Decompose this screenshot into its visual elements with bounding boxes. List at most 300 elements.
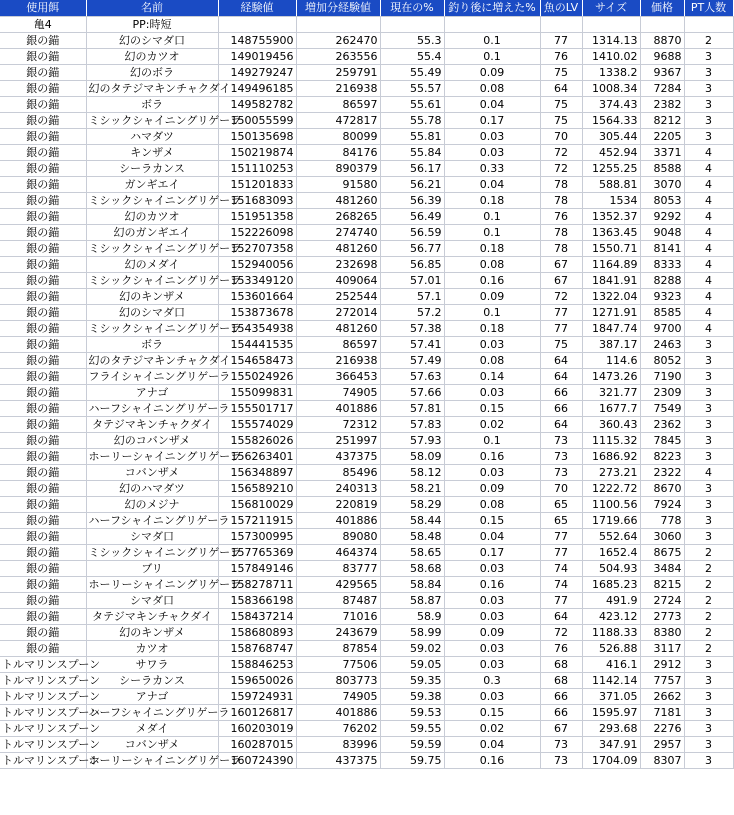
exp-cell[interactable]: 154354938 — [218, 321, 296, 337]
price-cell[interactable]: 8288 — [640, 273, 684, 289]
empty-cell[interactable] — [540, 17, 582, 33]
pct-gain-cell[interactable]: 0.04 — [444, 177, 540, 193]
exp-cell[interactable]: 160287015 — [218, 737, 296, 753]
pt-count-cell[interactable]: 3 — [684, 49, 733, 65]
size-cell[interactable]: 114.6 — [582, 353, 640, 369]
bait-cell[interactable]: 銀の錨 — [0, 401, 86, 417]
exp-cell[interactable]: 154441535 — [218, 337, 296, 353]
fish-lv-cell[interactable]: 78 — [540, 177, 582, 193]
size-cell[interactable]: 360.43 — [582, 417, 640, 433]
size-cell[interactable]: 504.93 — [582, 561, 640, 577]
pct-gain-cell[interactable]: 0.08 — [444, 81, 540, 97]
fish-lv-cell[interactable]: 75 — [540, 337, 582, 353]
exp-gain-cell[interactable]: 268265 — [296, 209, 380, 225]
fish-name-cell[interactable]: キンザメ — [86, 145, 218, 161]
pct-gain-cell[interactable]: 0.18 — [444, 241, 540, 257]
pct-gain-cell[interactable]: 0.04 — [444, 529, 540, 545]
bait-cell[interactable]: 銀の錨 — [0, 65, 86, 81]
size-cell[interactable]: 491.9 — [582, 593, 640, 609]
current-pct-cell[interactable]: 57.1 — [380, 289, 444, 305]
pt-count-cell[interactable]: 3 — [684, 753, 733, 769]
size-cell[interactable]: 1595.97 — [582, 705, 640, 721]
pct-gain-cell[interactable]: 0.09 — [444, 625, 540, 641]
size-cell[interactable]: 416.1 — [582, 657, 640, 673]
current-pct-cell[interactable]: 58.12 — [380, 465, 444, 481]
size-cell[interactable]: 452.94 — [582, 145, 640, 161]
header-cell-bait[interactable]: 使用餌 — [0, 0, 86, 17]
pct-gain-cell[interactable]: 0.04 — [444, 737, 540, 753]
bait-cell[interactable]: トルマリンスプーン — [2, 673, 101, 687]
fish-lv-cell[interactable]: 78 — [540, 225, 582, 241]
size-cell[interactable]: 1847.74 — [582, 321, 640, 337]
exp-cell[interactable]: 160126817 — [218, 705, 296, 721]
exp-gain-cell[interactable]: 72312 — [296, 417, 380, 433]
bait-cell[interactable]: 銀の錨 — [0, 577, 86, 593]
fish-lv-cell[interactable]: 73 — [540, 753, 582, 769]
size-cell[interactable]: 1100.56 — [582, 497, 640, 513]
pt-count-cell[interactable]: 3 — [684, 481, 733, 497]
fish-name-cell[interactable]: ガンギエイ — [86, 177, 218, 193]
pt-count-cell[interactable]: 2 — [684, 641, 733, 657]
pt-count-cell[interactable]: 2 — [684, 593, 733, 609]
current-pct-cell[interactable]: 57.41 — [380, 337, 444, 353]
pct-gain-cell[interactable]: 0.03 — [444, 385, 540, 401]
exp-gain-cell[interactable]: 437375 — [296, 449, 380, 465]
price-cell[interactable]: 2309 — [640, 385, 684, 401]
price-cell[interactable]: 8588 — [640, 161, 684, 177]
bait-cell[interactable]: 銀の錨 — [0, 129, 86, 145]
fish-name-cell[interactable]: 幻のカツオ — [86, 49, 218, 65]
fish-name-cell[interactable]: 幻のメジナ — [86, 497, 218, 513]
fish-lv-cell[interactable]: 66 — [540, 385, 582, 401]
current-pct-cell[interactable]: 59.05 — [380, 657, 444, 673]
exp-gain-cell[interactable]: 262470 — [296, 33, 380, 49]
price-cell[interactable]: 8141 — [640, 241, 684, 257]
pct-gain-cell[interactable]: 0.03 — [444, 593, 540, 609]
exp-gain-cell[interactable]: 216938 — [296, 81, 380, 97]
size-cell[interactable]: 273.21 — [582, 465, 640, 481]
exp-cell[interactable]: 156263401 — [218, 449, 296, 465]
bait-cell[interactable]: 銀の錨 — [0, 353, 86, 369]
size-cell[interactable]: 526.88 — [582, 641, 640, 657]
fish-lv-cell[interactable]: 70 — [540, 481, 582, 497]
price-cell[interactable]: 7284 — [640, 81, 684, 97]
exp-gain-cell[interactable]: 252544 — [296, 289, 380, 305]
pct-gain-cell[interactable]: 0.02 — [444, 417, 540, 433]
bait-cell[interactable]: 銀の錨 — [0, 225, 86, 241]
exp-gain-cell[interactable]: 89080 — [296, 529, 380, 545]
bait-cell[interactable]: 銀の錨 — [0, 49, 86, 65]
fish-name-cell[interactable]: 幻のハマダツ — [86, 481, 218, 497]
pt-count-cell[interactable]: 4 — [684, 161, 733, 177]
empty-cell[interactable] — [296, 17, 380, 33]
pt-count-cell[interactable]: 4 — [684, 465, 733, 481]
exp-gain-cell[interactable]: 243679 — [296, 625, 380, 641]
exp-gain-cell[interactable]: 74905 — [296, 385, 380, 401]
exp-gain-cell[interactable]: 429565 — [296, 577, 380, 593]
size-cell[interactable]: 552.64 — [582, 529, 640, 545]
current-pct-cell[interactable]: 58.29 — [380, 497, 444, 513]
exp-cell[interactable]: 156589210 — [218, 481, 296, 497]
current-pct-cell[interactable]: 55.78 — [380, 113, 444, 129]
pt-count-cell[interactable]: 4 — [684, 145, 733, 161]
current-pct-cell[interactable]: 56.85 — [380, 257, 444, 273]
price-cell[interactable]: 7549 — [640, 401, 684, 417]
price-cell[interactable]: 2362 — [640, 417, 684, 433]
bait-cell[interactable]: 銀の錨 — [0, 513, 86, 529]
bait-cell[interactable]: 銀の錨 — [0, 529, 86, 545]
price-cell[interactable]: 3484 — [640, 561, 684, 577]
current-pct-cell[interactable]: 57.83 — [380, 417, 444, 433]
pct-gain-cell[interactable]: 0.15 — [444, 401, 540, 417]
fish-lv-cell[interactable]: 72 — [540, 161, 582, 177]
size-cell[interactable]: 423.12 — [582, 609, 640, 625]
size-cell[interactable]: 1564.33 — [582, 113, 640, 129]
exp-cell[interactable]: 158437214 — [218, 609, 296, 625]
bait-cell[interactable]: 銀の錨 — [0, 465, 86, 481]
fish-name-cell[interactable]: 幻のタテジマキンチャクダイ — [86, 353, 218, 369]
fish-lv-cell[interactable]: 65 — [540, 513, 582, 529]
current-pct-cell[interactable]: 57.38 — [380, 321, 444, 337]
size-cell[interactable]: 387.17 — [582, 337, 640, 353]
fish-name-cell[interactable]: 幻のガンギエイ — [86, 225, 218, 241]
size-cell[interactable]: 1142.14 — [582, 673, 640, 689]
pct-gain-cell[interactable]: 0.03 — [444, 657, 540, 673]
size-cell[interactable]: 1473.26 — [582, 369, 640, 385]
size-cell[interactable]: 1704.09 — [582, 753, 640, 769]
fish-lv-cell[interactable]: 77 — [540, 545, 582, 561]
fish-lv-cell[interactable]: 72 — [540, 145, 582, 161]
bait-cell[interactable]: 銀の錨 — [0, 305, 86, 321]
fish-name-cell[interactable]: タテジマキンチャクダイ — [86, 609, 218, 625]
exp-gain-cell[interactable]: 216938 — [296, 353, 380, 369]
exp-cell[interactable]: 150135698 — [218, 129, 296, 145]
exp-cell[interactable]: 153873678 — [218, 305, 296, 321]
fish-lv-cell[interactable]: 66 — [540, 705, 582, 721]
current-pct-cell[interactable]: 55.57 — [380, 81, 444, 97]
exp-cell[interactable]: 158278711 — [218, 577, 296, 593]
fish-lv-cell[interactable]: 77 — [540, 529, 582, 545]
exp-gain-cell[interactable]: 71016 — [296, 609, 380, 625]
fish-lv-cell[interactable]: 75 — [540, 65, 582, 81]
fish-lv-cell[interactable]: 64 — [540, 81, 582, 97]
bait-cell[interactable]: トルマリンスプーン — [2, 721, 101, 735]
bait-cell[interactable]: 銀の錨 — [0, 161, 86, 177]
price-cell[interactable]: 9367 — [640, 65, 684, 81]
size-cell[interactable]: 1338.2 — [582, 65, 640, 81]
fish-lv-cell[interactable]: 78 — [540, 193, 582, 209]
pt-count-cell[interactable]: 2 — [684, 577, 733, 593]
fish-name-cell[interactable]: シーラカンス — [86, 161, 218, 177]
fish-name-cell[interactable]: ブリ — [86, 561, 218, 577]
fish-lv-cell[interactable]: 77 — [540, 321, 582, 337]
exp-cell[interactable]: 155024926 — [218, 369, 296, 385]
fish-name-cell[interactable]: 幻のシマダ口 — [86, 33, 218, 49]
bait-cell[interactable]: トルマリンスプーン — [2, 689, 101, 703]
exp-gain-cell[interactable]: 272014 — [296, 305, 380, 321]
exp-cell[interactable]: 151110253 — [218, 161, 296, 177]
bait-cell[interactable]: 銀の錨 — [0, 97, 86, 113]
fish-lv-cell[interactable]: 74 — [540, 561, 582, 577]
exp-cell[interactable]: 149496185 — [218, 81, 296, 97]
exp-cell[interactable]: 149279247 — [218, 65, 296, 81]
fish-name-cell[interactable]: タテジマキンチャクダイ — [86, 417, 218, 433]
price-cell[interactable]: 2382 — [640, 97, 684, 113]
current-pct-cell[interactable]: 59.53 — [380, 705, 444, 721]
bait-cell[interactable]: 銀の錨 — [0, 241, 86, 257]
price-cell[interactable]: 8053 — [640, 193, 684, 209]
current-pct-cell[interactable]: 57.63 — [380, 369, 444, 385]
fish-lv-cell[interactable]: 73 — [540, 737, 582, 753]
price-cell[interactable]: 2276 — [640, 721, 684, 737]
bait-cell[interactable]: 銀の錨 — [0, 609, 86, 625]
pt-count-cell[interactable]: 4 — [684, 273, 733, 289]
size-cell[interactable]: 374.43 — [582, 97, 640, 113]
fish-lv-cell[interactable]: 78 — [540, 241, 582, 257]
bait-cell[interactable]: 銀の錨 — [0, 209, 86, 225]
pct-gain-cell[interactable]: 0.15 — [444, 705, 540, 721]
pct-gain-cell[interactable]: 0.16 — [444, 273, 540, 289]
size-cell[interactable]: 1322.04 — [582, 289, 640, 305]
exp-gain-cell[interactable]: 80099 — [296, 129, 380, 145]
current-pct-cell[interactable]: 57.93 — [380, 433, 444, 449]
pct-gain-cell[interactable]: 0.03 — [444, 641, 540, 657]
exp-cell[interactable]: 151951358 — [218, 209, 296, 225]
price-cell[interactable]: 7757 — [640, 673, 684, 689]
current-pct-cell[interactable]: 59.35 — [380, 673, 444, 689]
pt-count-cell[interactable]: 3 — [684, 497, 733, 513]
bait-cell[interactable]: 銀の錨 — [0, 481, 86, 497]
bait-cell[interactable]: 銀の錨 — [0, 113, 86, 129]
exp-cell[interactable]: 153349120 — [218, 273, 296, 289]
pt-count-cell[interactable]: 2 — [684, 545, 733, 561]
fish-lv-cell[interactable]: 64 — [540, 417, 582, 433]
pt-count-cell[interactable]: 4 — [684, 225, 733, 241]
fish-name-cell[interactable]: アナゴ — [86, 689, 218, 705]
fish-lv-cell[interactable]: 73 — [540, 433, 582, 449]
bait-cell[interactable]: 銀の錨 — [0, 369, 86, 385]
fish-lv-cell[interactable]: 76 — [540, 49, 582, 65]
size-cell[interactable]: 588.81 — [582, 177, 640, 193]
current-pct-cell[interactable]: 55.84 — [380, 145, 444, 161]
price-cell[interactable]: 7181 — [640, 705, 684, 721]
exp-gain-cell[interactable]: 83777 — [296, 561, 380, 577]
current-pct-cell[interactable]: 57.2 — [380, 305, 444, 321]
exp-gain-cell[interactable]: 232698 — [296, 257, 380, 273]
pt-count-cell[interactable]: 3 — [684, 81, 733, 97]
exp-cell[interactable]: 160203019 — [218, 721, 296, 737]
price-cell[interactable]: 9323 — [640, 289, 684, 305]
pt-count-cell[interactable]: 2 — [684, 561, 733, 577]
price-cell[interactable]: 8212 — [640, 113, 684, 129]
exp-cell[interactable]: 158846253 — [218, 657, 296, 673]
size-cell[interactable]: 1188.33 — [582, 625, 640, 641]
size-cell[interactable]: 1685.23 — [582, 577, 640, 593]
size-cell[interactable]: 1677.7 — [582, 401, 640, 417]
pct-gain-cell[interactable]: 0.1 — [444, 209, 540, 225]
exp-cell[interactable]: 159650026 — [218, 673, 296, 689]
price-cell[interactable]: 9700 — [640, 321, 684, 337]
exp-gain-cell[interactable]: 263556 — [296, 49, 380, 65]
fish-name-cell[interactable]: ハーフシャイニングリゲーラ — [86, 513, 218, 529]
fish-name-cell[interactable]: コバンザメ — [86, 465, 218, 481]
size-cell[interactable]: 1164.89 — [582, 257, 640, 273]
pct-gain-cell[interactable]: 0.08 — [444, 353, 540, 369]
price-cell[interactable]: 8333 — [640, 257, 684, 273]
price-cell[interactable]: 7190 — [640, 369, 684, 385]
price-cell[interactable]: 8585 — [640, 305, 684, 321]
price-cell[interactable]: 3060 — [640, 529, 684, 545]
price-cell[interactable]: 8215 — [640, 577, 684, 593]
fish-name-cell[interactable]: コバンザメ — [86, 737, 218, 753]
price-cell[interactable]: 8675 — [640, 545, 684, 561]
pt-count-cell[interactable]: 3 — [684, 449, 733, 465]
bait-cell[interactable]: 銀の錨 — [0, 257, 86, 273]
price-cell[interactable]: 7924 — [640, 497, 684, 513]
header-cell-fish-lv[interactable]: 魚のLV — [540, 0, 582, 17]
exp-gain-cell[interactable]: 91580 — [296, 177, 380, 193]
pct-gain-cell[interactable]: 0.09 — [444, 65, 540, 81]
exp-gain-cell[interactable]: 890379 — [296, 161, 380, 177]
exp-gain-cell[interactable]: 803773 — [296, 673, 380, 689]
price-cell[interactable]: 2463 — [640, 337, 684, 353]
current-pct-cell[interactable]: 58.44 — [380, 513, 444, 529]
bait-cell[interactable]: 銀の錨 — [0, 449, 86, 465]
exp-gain-cell[interactable]: 481260 — [296, 193, 380, 209]
pt-count-cell[interactable]: 3 — [684, 721, 733, 737]
pct-gain-cell[interactable]: 0.14 — [444, 369, 540, 385]
size-cell[interactable]: 321.77 — [582, 385, 640, 401]
fish-name-cell[interactable]: ミシックシャイニングリゲーラ — [86, 241, 218, 257]
fish-lv-cell[interactable]: 64 — [540, 369, 582, 385]
exp-gain-cell[interactable]: 251997 — [296, 433, 380, 449]
current-pct-cell[interactable]: 58.9 — [380, 609, 444, 625]
pct-gain-cell[interactable]: 0.17 — [444, 113, 540, 129]
pct-gain-cell[interactable]: 0.16 — [444, 753, 540, 769]
exp-gain-cell[interactable]: 472817 — [296, 113, 380, 129]
size-cell[interactable]: 1115.32 — [582, 433, 640, 449]
pt-count-cell[interactable]: 2 — [684, 625, 733, 641]
header-cell-price[interactable]: 価格 — [640, 0, 684, 17]
pct-gain-cell[interactable]: 0.03 — [444, 129, 540, 145]
size-cell[interactable]: 1686.92 — [582, 449, 640, 465]
fish-name-cell[interactable]: ホーリーシャイニングリゲーラ — [86, 449, 218, 465]
fish-name-cell[interactable]: ボラ — [86, 337, 218, 353]
exp-gain-cell[interactable]: 240313 — [296, 481, 380, 497]
pt-count-cell[interactable]: 3 — [684, 385, 733, 401]
fish-lv-cell[interactable]: 75 — [540, 113, 582, 129]
size-cell[interactable]: 1652.4 — [582, 545, 640, 561]
exp-gain-cell[interactable]: 77506 — [296, 657, 380, 673]
exp-gain-cell[interactable]: 86597 — [296, 337, 380, 353]
fish-name-cell[interactable]: ハーフシャイニングリゲーラ — [86, 401, 218, 417]
fish-name-cell[interactable]: ホーリーシャイニングリゲーラ — [86, 577, 218, 593]
bait-cell[interactable]: 銀の錨 — [0, 273, 86, 289]
current-pct-cell[interactable]: 57.66 — [380, 385, 444, 401]
price-cell[interactable]: 2957 — [640, 737, 684, 753]
price-cell[interactable]: 8052 — [640, 353, 684, 369]
price-cell[interactable]: 778 — [640, 513, 684, 529]
current-pct-cell[interactable]: 57.01 — [380, 273, 444, 289]
empty-cell[interactable] — [380, 17, 444, 33]
pt-count-cell[interactable]: 3 — [684, 689, 733, 705]
pct-gain-cell[interactable]: 0.16 — [444, 577, 540, 593]
exp-cell[interactable]: 153601664 — [218, 289, 296, 305]
fish-lv-cell[interactable]: 77 — [540, 593, 582, 609]
current-pct-cell[interactable]: 58.84 — [380, 577, 444, 593]
bait-cell[interactable]: トルマリンスプーン — [2, 753, 101, 767]
exp-cell[interactable]: 159724931 — [218, 689, 296, 705]
pt-count-cell[interactable]: 4 — [684, 305, 733, 321]
size-cell[interactable]: 371.05 — [582, 689, 640, 705]
pt-count-cell[interactable]: 3 — [684, 417, 733, 433]
header-cell-size[interactable]: サイズ — [582, 0, 640, 17]
fish-name-cell[interactable]: 幻のキンザメ — [86, 625, 218, 641]
fish-name-cell[interactable]: ホーリーシャイニングリゲーラ — [86, 753, 218, 769]
exp-cell[interactable]: 157211915 — [218, 513, 296, 529]
exp-gain-cell[interactable]: 76202 — [296, 721, 380, 737]
fish-lv-cell[interactable]: 76 — [540, 641, 582, 657]
fish-name-cell[interactable]: 幻のボラ — [86, 65, 218, 81]
bait-cell[interactable]: 銀の錨 — [0, 321, 86, 337]
pt-count-cell[interactable]: 3 — [684, 513, 733, 529]
fish-lv-cell[interactable]: 64 — [540, 353, 582, 369]
fish-name-cell[interactable]: ミシックシャイニングリゲーラ — [86, 273, 218, 289]
pct-gain-cell[interactable]: 0.09 — [444, 481, 540, 497]
price-cell[interactable]: 2322 — [640, 465, 684, 481]
fish-name-cell[interactable]: シーラカンス — [86, 673, 218, 689]
exp-cell[interactable]: 157300995 — [218, 529, 296, 545]
exp-cell[interactable]: 149019456 — [218, 49, 296, 65]
current-pct-cell[interactable]: 55.61 — [380, 97, 444, 113]
exp-cell[interactable]: 158680893 — [218, 625, 296, 641]
pct-gain-cell[interactable]: 0.03 — [444, 337, 540, 353]
fish-name-cell[interactable]: 幻のメダイ — [86, 257, 218, 273]
bait-cell[interactable]: 銀の錨 — [0, 593, 86, 609]
exp-cell[interactable]: 155501717 — [218, 401, 296, 417]
fish-name-cell[interactable]: サワラ — [86, 657, 218, 673]
exp-cell[interactable]: 157849146 — [218, 561, 296, 577]
empty-cell[interactable] — [444, 17, 540, 33]
exp-cell[interactable]: 149582782 — [218, 97, 296, 113]
fish-lv-cell[interactable]: 72 — [540, 625, 582, 641]
size-cell[interactable]: 1363.45 — [582, 225, 640, 241]
bait-cell[interactable]: トルマリンスプーン — [2, 737, 101, 751]
size-cell[interactable]: 1534 — [582, 193, 640, 209]
exp-cell[interactable]: 150055599 — [218, 113, 296, 129]
size-cell[interactable]: 1255.25 — [582, 161, 640, 177]
size-cell[interactable]: 1352.37 — [582, 209, 640, 225]
current-pct-cell[interactable]: 59.02 — [380, 641, 444, 657]
fish-lv-cell[interactable]: 65 — [540, 497, 582, 513]
pt-count-cell[interactable]: 3 — [684, 353, 733, 369]
current-pct-cell[interactable]: 59.38 — [380, 689, 444, 705]
fish-name-cell[interactable]: ボラ — [86, 97, 218, 113]
current-pct-cell[interactable]: 56.39 — [380, 193, 444, 209]
fish-name-cell[interactable]: ミシックシャイニングリゲーラ — [86, 193, 218, 209]
empty-cell[interactable] — [684, 17, 733, 33]
bait-cell[interactable]: 銀の錨 — [0, 497, 86, 513]
exp-gain-cell[interactable]: 83996 — [296, 737, 380, 753]
pt-count-cell[interactable]: 4 — [684, 257, 733, 273]
size-cell[interactable]: 1271.91 — [582, 305, 640, 321]
fish-name-cell[interactable]: 幻のカツオ — [86, 209, 218, 225]
pct-gain-cell[interactable]: 0.03 — [444, 145, 540, 161]
pct-gain-cell[interactable]: 0.1 — [444, 433, 540, 449]
size-cell[interactable]: 293.68 — [582, 721, 640, 737]
exp-cell[interactable]: 155574029 — [218, 417, 296, 433]
bait-cell[interactable]: 銀の錨 — [0, 145, 86, 161]
